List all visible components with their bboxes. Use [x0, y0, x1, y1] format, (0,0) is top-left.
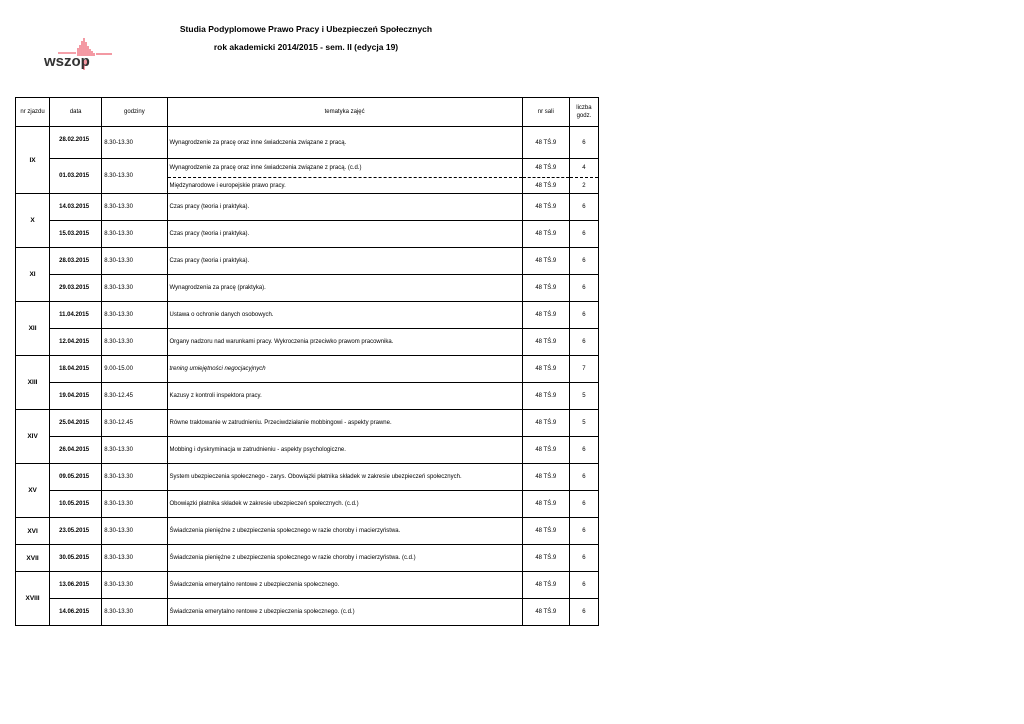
- date-text: 01.03.2015: [59, 173, 90, 179]
- hours-cell: 8.30-12.45: [102, 410, 167, 437]
- date-text: 19.04.2015: [59, 393, 90, 399]
- hours-count-cell: 6: [569, 518, 598, 545]
- topic-cell: System ubezpieczenia społecznego - zarys. Obowiązki płatnika składek w zakresie ubezpieczeń społecznych.: [167, 464, 522, 491]
- date-cell: [50, 545, 102, 572]
- date-cell: [50, 221, 102, 248]
- hours-count-cell: 6: [569, 221, 598, 248]
- topic-cell: [167, 356, 522, 383]
- date-cell: [50, 437, 102, 464]
- hours-cell: 9.00-15.00: [102, 356, 167, 383]
- table-row: [16, 572, 599, 599]
- hours-cell: 8.30-13.30: [102, 545, 167, 572]
- schedule-table: [15, 97, 599, 626]
- topic-cell: Organy nadzoru nad warunkami pracy. Wykroczenia przeciwko prawom pracownika.: [167, 329, 522, 356]
- table-row: [16, 127, 599, 159]
- hours-count-cell: 2: [569, 178, 598, 194]
- date-text: 30.05.2015: [59, 555, 90, 561]
- date-cell: [50, 572, 102, 599]
- room-cell: 48 TŚ.9: [522, 518, 569, 545]
- date-text: 28.02.2015: [59, 137, 90, 143]
- topic-cell: Czas pracy (teoria i praktyka).: [167, 194, 522, 221]
- topic-cell: Ustawa o ochronie danych osobowych.: [167, 302, 522, 329]
- zjazd-cell: XV: [16, 464, 50, 518]
- room-cell: 48 TŚ.9: [522, 127, 569, 159]
- hours-cell: 8.30-13.30: [102, 599, 167, 626]
- zjazd-cell: X: [16, 194, 50, 248]
- table-row: [16, 302, 599, 329]
- date-text: 15.03.2015: [59, 231, 90, 237]
- hours-cell: 8.30-13.30: [102, 572, 167, 599]
- table-row: [16, 159, 599, 178]
- room-cell: 48 TŚ.9: [522, 329, 569, 356]
- hours-count-cell: 4: [569, 159, 598, 178]
- date-cell: [50, 248, 102, 275]
- table-row: [16, 194, 599, 221]
- zjazd-cell: XVIII: [16, 572, 50, 626]
- hours-count-cell: 6: [569, 127, 598, 159]
- date-text: 23.05.2015: [59, 528, 90, 534]
- date-cell: [50, 127, 102, 159]
- header-data: data: [50, 98, 102, 127]
- topic-cell: Wynagrodzenie za pracę oraz inne świadczenia związane z pracą.: [167, 127, 522, 159]
- zjazd-cell: XIV: [16, 410, 50, 464]
- table-row: [16, 248, 599, 275]
- room-cell: 48 TŚ.9: [522, 383, 569, 410]
- hours-cell: 8.30-13.30: [102, 127, 167, 159]
- header-sala: nr sali: [522, 98, 569, 127]
- date-text: 10.05.2015: [59, 501, 90, 507]
- date-cell: [50, 410, 102, 437]
- date-text: 11.04.2015: [59, 312, 89, 318]
- hours-count-cell: 6: [569, 437, 598, 464]
- zjazd-cell: XVI: [16, 518, 50, 545]
- date-cell: [50, 275, 102, 302]
- hours-count-cell: 6: [569, 572, 598, 599]
- date-cell: [50, 159, 102, 194]
- room-cell: 48 TŚ.9: [522, 248, 569, 275]
- hours-cell: 8.30-13.30: [102, 518, 167, 545]
- table-row: [16, 599, 599, 626]
- table-row: [16, 410, 599, 437]
- topic-cell: Międzynarodowe i europejskie prawo pracy.: [167, 178, 522, 194]
- room-cell: 48 TŚ.9: [522, 221, 569, 248]
- room-cell: 48 TŚ.9: [522, 356, 569, 383]
- document-subtitle: rok akademicki 2014/2015 - sem. II (edycja 19): [213, 42, 399, 52]
- hours-count-cell: 6: [569, 464, 598, 491]
- hours-cell: 8.30-13.30: [102, 194, 167, 221]
- zjazd-cell: XVII: [16, 545, 50, 572]
- topic-cell: Świadczenia emerytalno rentowe z ubezpieczenia społecznego.: [167, 572, 522, 599]
- topic-cell: Wynagrodzenia za pracę (praktyka).: [167, 275, 522, 302]
- hours-cell: 8.30-13.30: [102, 248, 167, 275]
- zjazd-cell: IX: [16, 127, 50, 194]
- hours-count-cell: 6: [569, 302, 598, 329]
- hours-cell: 8.30-13.30: [102, 275, 167, 302]
- date-text: 09.05.2015: [59, 474, 90, 480]
- hours-cell: 8.30-13.30: [102, 464, 167, 491]
- hours-cell: 8.30-13.30: [102, 221, 167, 248]
- date-text: 14.06.2015: [59, 609, 90, 615]
- date-text: 26.04.2015: [59, 447, 90, 453]
- table-row: [16, 437, 599, 464]
- hours-count-cell: 5: [569, 410, 598, 437]
- date-text: 25.04.2015: [59, 420, 90, 426]
- svg-text:wszop: wszop: [44, 53, 90, 70]
- hours-cell: 8.30-13.30: [102, 159, 167, 194]
- topic-cell: Świadczenia emerytalno rentowe z ubezpieczenia społecznego. (c.d.): [167, 599, 522, 626]
- topic-cell: Świadczenia pieniężne z ubezpieczenia społecznego w razie choroby i macierzyństwa. (c.d.): [167, 545, 522, 572]
- topic-cell: Kazusy z kontroli inspektora pracy.: [167, 383, 522, 410]
- date-cell: [50, 518, 102, 545]
- room-cell: 48 TŚ.9: [522, 572, 569, 599]
- hours-cell: 8.30-13.30: [102, 437, 167, 464]
- date-text: 28.03.2015: [59, 258, 90, 264]
- hours-count-cell: 6: [569, 248, 598, 275]
- document-title: Studia Podyplomowe Prawo Pracy i Ubezpieczeń Społecznych: [179, 24, 433, 34]
- header-liczba-line1: liczba: [576, 105, 592, 111]
- zjazd-cell: XII: [16, 302, 50, 356]
- date-cell: [50, 599, 102, 626]
- header-zjazd: nr zjazdu: [16, 98, 50, 127]
- date-cell: [50, 194, 102, 221]
- table-row: [16, 221, 599, 248]
- hours-cell: 8.30-13.30: [102, 302, 167, 329]
- header-tematyka: tematyka zajęć: [167, 98, 522, 127]
- topic-text: trening umiejętności negocjacyjnych: [169, 366, 266, 372]
- topic-cell: Równe traktowanie w zatrudnieniu. Przeciwdziałanie mobbingowi - aspekty prawne.: [167, 410, 522, 437]
- date-cell: [50, 356, 102, 383]
- topic-cell: Czas pracy (teoria i praktyka).: [167, 248, 522, 275]
- header-liczba: [569, 98, 598, 127]
- date-cell: [50, 329, 102, 356]
- date-text: 12.04.2015: [59, 339, 90, 345]
- date-text: 29.03.2015: [59, 285, 90, 291]
- hours-cell: 8.30-12.45: [102, 383, 167, 410]
- table-row: [16, 383, 599, 410]
- topic-cell: Mobbing i dyskryminacja w zatrudnieniu - aspekty psychologiczne.: [167, 437, 522, 464]
- room-cell: 48 TŚ.9: [522, 464, 569, 491]
- hours-count-cell: 6: [569, 194, 598, 221]
- hours-count-cell: 6: [569, 275, 598, 302]
- date-cell: [50, 464, 102, 491]
- table-row: [16, 356, 599, 383]
- wszop-logo: [44, 36, 116, 72]
- hours-cell: 8.30-13.30: [102, 491, 167, 518]
- date-cell: [50, 302, 102, 329]
- zjazd-cell: XIII: [16, 356, 50, 410]
- table-row: [16, 491, 599, 518]
- date-text: 14.03.2015: [59, 204, 90, 210]
- table-row: [16, 545, 599, 572]
- room-cell: 48 TŚ.9: [522, 275, 569, 302]
- table-header-row: [16, 98, 599, 127]
- header-liczba-line2: godz.: [576, 113, 592, 119]
- table-row: [16, 275, 599, 302]
- topic-cell: Obowiązki płatnika składek w zakresie ubezpieczeń społecznych. (c.d.): [167, 491, 522, 518]
- room-cell: 48 TŚ.9: [522, 159, 569, 178]
- room-cell: 48 TŚ.9: [522, 491, 569, 518]
- hours-count-cell: 6: [569, 599, 598, 626]
- date-text: 18.04.2015: [59, 366, 90, 372]
- zjazd-cell: XI: [16, 248, 50, 302]
- table-row: [16, 464, 599, 491]
- hours-count-cell: 7: [569, 356, 598, 383]
- table-row: [16, 518, 599, 545]
- room-cell: 48 TŚ.9: [522, 545, 569, 572]
- header-godziny: godziny: [102, 98, 167, 127]
- room-cell: 48 TŚ.9: [522, 302, 569, 329]
- room-cell: 48 TŚ.9: [522, 437, 569, 464]
- room-cell: 48 TŚ.9: [522, 410, 569, 437]
- date-cell: [50, 491, 102, 518]
- hours-count-cell: 5: [569, 383, 598, 410]
- room-cell: 48 TŚ.9: [522, 178, 569, 194]
- hours-count-cell: 6: [569, 491, 598, 518]
- date-text: 13.06.2015: [59, 582, 90, 588]
- date-cell: [50, 383, 102, 410]
- topic-cell: Wynagrodzenie za pracę oraz inne świadczenia związane z pracą. (c.d.): [167, 159, 522, 178]
- room-cell: 48 TŚ.9: [522, 194, 569, 221]
- topic-cell: Czas pracy (teoria i praktyka).: [167, 221, 522, 248]
- room-cell: 48 TŚ.9: [522, 599, 569, 626]
- table-row: [16, 329, 599, 356]
- hours-count-cell: 6: [569, 329, 598, 356]
- topic-cell: Świadczenia pieniężne z ubezpieczenia społecznego w razie choroby i macierzyństwa.: [167, 518, 522, 545]
- hours-count-cell: 6: [569, 545, 598, 572]
- hours-cell: 8.30-13.30: [102, 329, 167, 356]
